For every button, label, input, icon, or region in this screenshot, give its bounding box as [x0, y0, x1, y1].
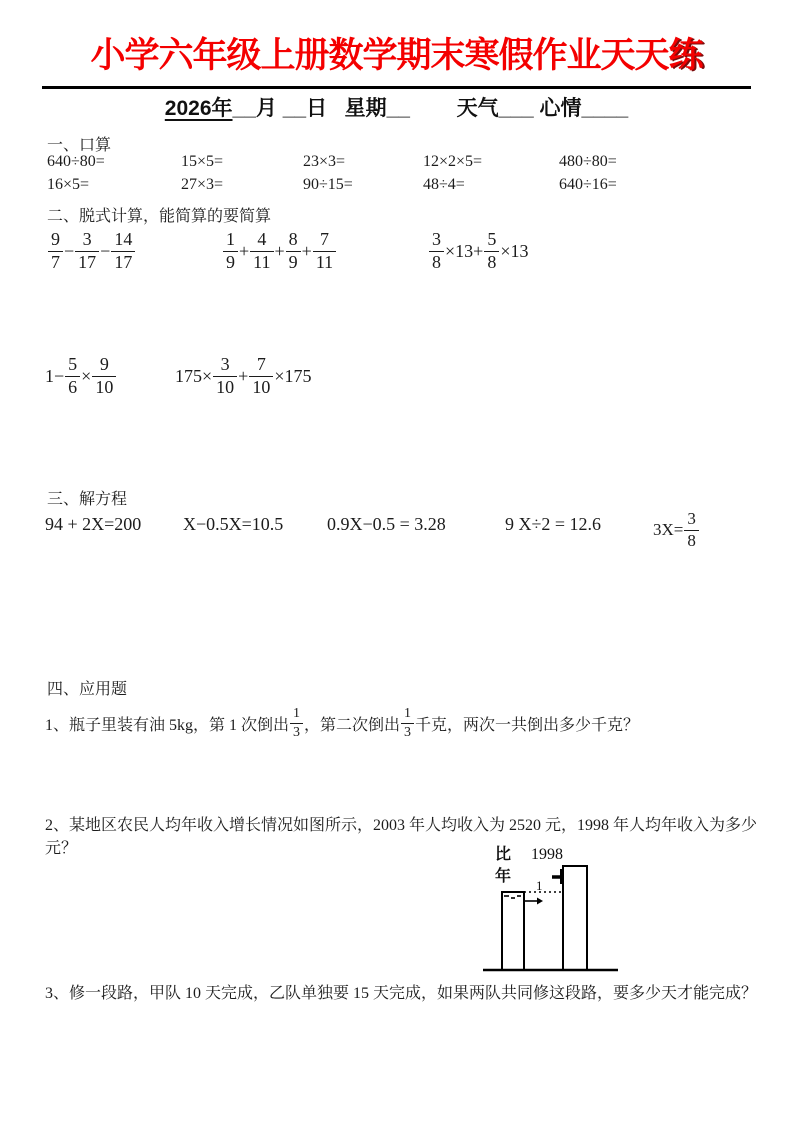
calc-expression-4 — [45, 352, 117, 400]
problem1-text: 1、瓶子里装有油 5kg，第 1 次倒出 — [45, 716, 290, 734]
problem1-text: ，第二次倒出 — [304, 716, 401, 734]
oral-problem: 48÷4= — [423, 176, 465, 193]
oral-problem: 640÷80= — [47, 153, 105, 170]
operand: 175× — [175, 365, 213, 386]
oral-problem: 23×3= — [303, 153, 346, 170]
figure-label-one: 1 — [536, 878, 543, 893]
oral-problem: 16×5= — [47, 176, 90, 193]
fraction: $\frac{7}{10}$ — [249, 355, 273, 398]
title-divider-line — [42, 86, 751, 89]
calc-expression-3 — [428, 227, 528, 275]
fraction: $\frac{3}{10}$ — [213, 355, 237, 398]
fraction: $\frac{14}{17}$ — [111, 230, 135, 273]
calc-expression-2 — [222, 227, 337, 275]
oral-problem: 480÷80= — [559, 153, 617, 170]
oral-problem: 640÷16= — [559, 176, 617, 193]
fraction: $\frac{9}{10}$ — [92, 355, 116, 398]
oral-problem: 27×3= — [181, 176, 224, 193]
fraction: $\frac{3}{8}$ — [684, 510, 699, 550]
equation-2: X−0.5X=10.5 — [183, 514, 284, 534]
oral-row-1 — [47, 153, 754, 171]
equation-1: 94 + 2X=200 — [45, 514, 142, 534]
operator: − — [100, 240, 111, 261]
operator: ×13+ — [445, 240, 484, 261]
bar-1998 — [502, 892, 524, 970]
section4-title: 四、应用题 — [47, 681, 128, 698]
figure-label-1998: 1998 — [531, 846, 563, 863]
operand: 1− — [45, 365, 65, 386]
date-year: 2026年 — [164, 97, 233, 120]
fraction: $\frac{4}{11}$ — [250, 230, 273, 273]
section1-title: 一、口算 — [47, 137, 112, 154]
operator: ×175 — [274, 365, 312, 386]
word-problem-2-line2: 元？ — [45, 840, 78, 857]
equation-5-left: 3X= — [653, 520, 684, 539]
fraction: 1 3 — [401, 706, 414, 740]
operator: + — [301, 240, 312, 261]
fraction: $\frac{7}{11}$ — [313, 230, 336, 273]
fraction: 9 7 — [48, 230, 63, 273]
bracket-tick-mark — [552, 869, 562, 884]
fraction: $\frac{3}{8}$ — [429, 230, 444, 273]
word-problem-3: 3、修一段路，甲队 10 天完成，乙队单独要 15 天完成，如果两队共同修这段路，要多少天才能完成？ — [45, 985, 758, 1002]
page-title-main: 小学六年级上册数学期末寒假作业天天 — [90, 36, 669, 75]
fraction: $\frac{8}{9}$ — [286, 230, 301, 273]
fraction: 1 9 — [223, 230, 238, 273]
equation-5 — [653, 505, 700, 555]
figure-label-bi: 比 — [495, 846, 512, 863]
arrow-icon — [525, 898, 543, 905]
operator: + — [239, 240, 250, 261]
fraction: 1 3 — [290, 706, 303, 740]
operator: − — [64, 240, 75, 261]
page-title-last-char: 练 — [668, 36, 703, 75]
crop-artifact-mark — [504, 895, 509, 897]
fraction: $\frac{5}{6}$ — [65, 355, 80, 398]
calc-expression-5 — [175, 352, 311, 400]
equation-4: 9 X÷2 = 12.6 — [505, 514, 602, 534]
section3-title: 三、解方程 — [47, 491, 128, 508]
section2-title: 二、脱式计算，能简算的要简算 — [47, 208, 272, 225]
figure-label-nian: 年 — [495, 868, 512, 885]
equation-3: 0.9X−0.5 = 3.28 — [327, 514, 446, 534]
date-fill-in-line — [0, 92, 793, 122]
oral-problem: 90÷15= — [303, 176, 353, 193]
problem1-text: 千克，两次一共倒出多少千克？ — [415, 716, 640, 734]
oral-problem: 15×5= — [181, 153, 224, 170]
page-title — [0, 34, 793, 78]
calc-expression-1 — [47, 227, 136, 275]
fraction: $\frac{3}{17}$ — [75, 230, 99, 273]
bar-2003 — [563, 866, 587, 970]
word-problem-2-line1: 2、某地区农民人均年收入增长情况如图所示，2003 年人均收入为 2520 元，1998 年人均年收入为多少 — [45, 817, 758, 834]
oral-row-2 — [47, 176, 754, 194]
operator: ×13 — [500, 240, 529, 261]
operator: × — [81, 365, 92, 386]
crop-artifact-mark — [517, 895, 521, 897]
word-problem-1 — [45, 697, 639, 749]
date-blanks: __月 __日 星期__ 天气___ 心情____ — [232, 97, 629, 120]
oral-problem: 12×2×5= — [423, 153, 483, 170]
fraction: $\frac{5}{8}$ — [484, 230, 499, 273]
operator: + — [274, 240, 285, 261]
income-bar-chart-figure — [481, 836, 621, 976]
crop-artifact-mark — [511, 897, 515, 899]
operator: + — [238, 365, 249, 386]
